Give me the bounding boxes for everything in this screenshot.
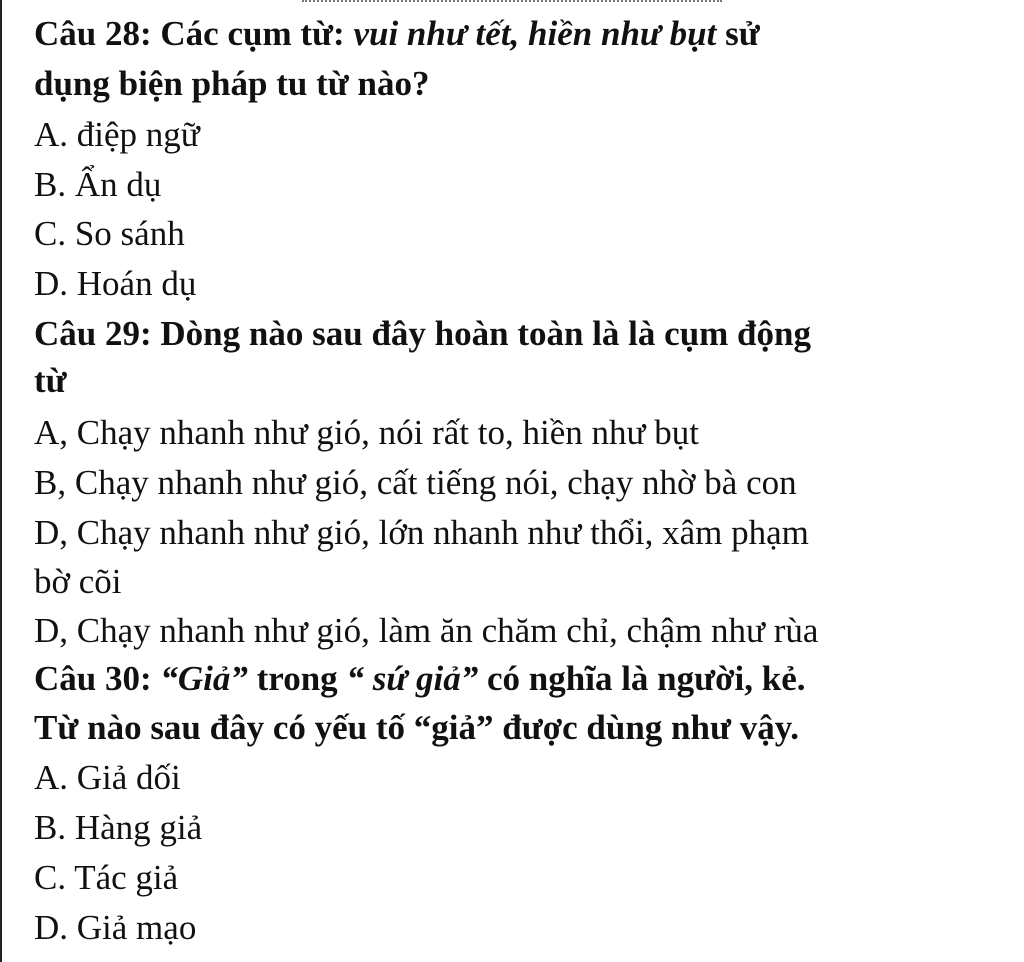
q30-option-d: D. Giả mạo <box>34 908 197 947</box>
q30-title-part4: “ sứ giả” <box>346 659 479 698</box>
cropped-text-remnant <box>302 0 722 6</box>
q28-title-line1 <box>34 12 1004 56</box>
q30-title-part5: có nghĩa là người, kẻ. <box>478 659 806 698</box>
q29-option-a: A, Chạy nhanh như gió, nói rất to, hiền như bụt <box>34 413 699 452</box>
q28-title-suffix: sử <box>716 14 760 53</box>
q29-option-c-continued: bờ cõi <box>34 562 122 601</box>
q29-title-line2: từ <box>34 361 67 400</box>
q28-title-line2: dụng biện pháp tu từ nào? <box>34 64 430 103</box>
q28-title-prefix: Câu 28: Các cụm từ: <box>34 14 354 53</box>
q30-title-part1: Câu 30: <box>34 659 161 698</box>
q28-option-a: A. điệp ngữ <box>34 115 200 154</box>
q28-option-c: C. So sánh <box>34 214 185 253</box>
q29-option-c: D, Chạy nhanh như gió, lớn nhanh như thổi, xâm phạm <box>34 513 809 552</box>
q30-option-c: C. Tác giả <box>34 858 179 897</box>
q30-title-line2: Từ nào sau đây có yếu tố “giả” được dùng như vậy. <box>34 708 800 747</box>
q29-title-line1: Câu 29: Dòng nào sau đây hoàn toàn là là cụm động <box>34 314 811 353</box>
q30-title-part2: “Giả” <box>160 659 248 698</box>
q28-option-d: D. Hoán dụ <box>34 264 197 303</box>
q28-title-italic: vui như tết, hiền như bụt <box>353 14 717 53</box>
q29-option-d: D, Chạy nhanh như gió, làm ăn chăm chỉ, chậm như rùa <box>34 611 819 650</box>
q30-title-part3: trong <box>247 659 347 698</box>
q29-option-b: B, Chạy nhanh như gió, cất tiếng nói, chạy nhờ bà con <box>34 463 797 502</box>
q30-option-b: B. Hàng giả <box>34 808 203 847</box>
q30-option-a: A. Giả dối <box>34 758 181 797</box>
q30-title-line1 <box>34 657 1004 701</box>
q28-option-b: B. Ẩn dụ <box>34 165 162 204</box>
